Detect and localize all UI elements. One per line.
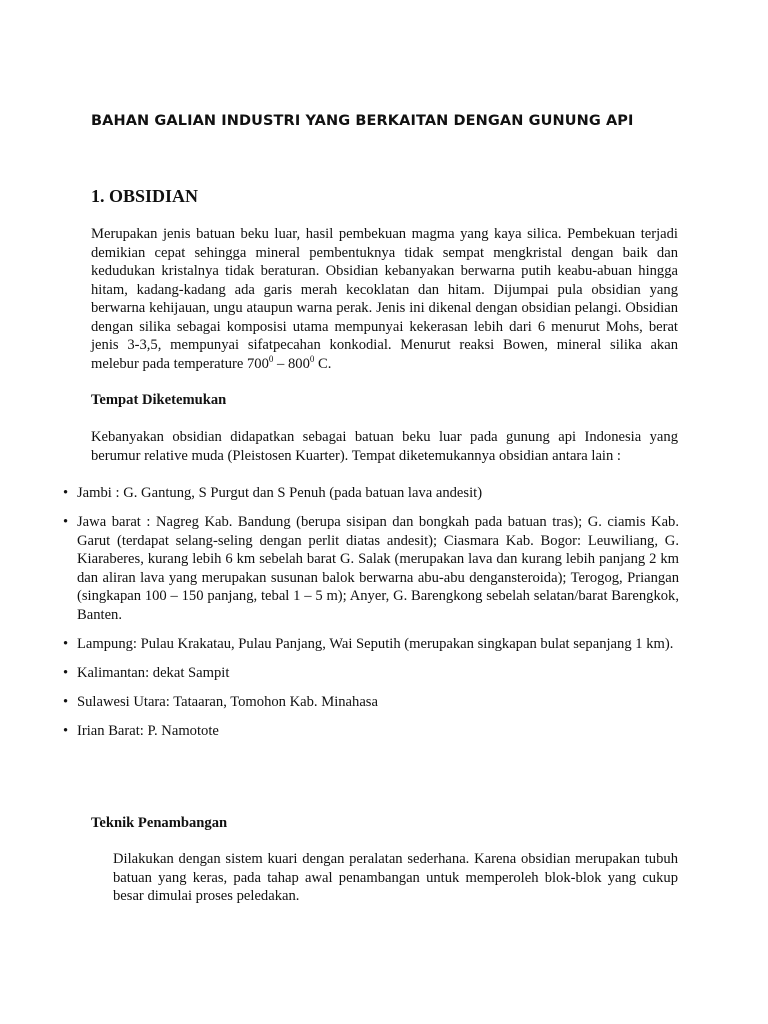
list-item-text: Jawa barat : Nagreg Kab. Bandung (berupa sisipan dan bongkah pada batuan tras); G. ciamis Kab. Garut (terdapat selang-seling dengan perlit diatas andesit); Ciasmara Kab. Bogor: Leuwiliang, G. Kiaraberes, kurang lebih 6 km sebelah barat G. Salak (merupakan lava dan kurang lebih panjang 2 km dan aliran lava yang merupakan susunan balok berwarna abu-abu dengansteroida); Terogog, Priangan (singkapan 100 – 150 panjang, tebal 1 – 5 m); Anyer, G. Barengkong sebelah selatan/barat Barengkok, Banten. (77, 514, 679, 623)
location-paragraph: Kebanyakan obsidian didapatkan sebagai batuan beku luar pada gunung api Indonesia yang berumur relative muda (Pleistosen Kuarter). Tempat diketemukannya obsidian antara lain : (91, 429, 678, 464)
bullet-icon: • (63, 635, 69, 652)
location-list (63, 484, 679, 751)
list-item (63, 484, 679, 503)
bullet-icon: • (63, 664, 69, 681)
list-item (63, 722, 679, 741)
subheading-location: Tempat Diketemukan (91, 392, 227, 408)
superscript-degree: 0 (309, 353, 315, 364)
subheading-mining: Teknik Penambangan (91, 815, 228, 831)
list-item-text: Irian Barat: P. Namotote (77, 722, 219, 739)
list-item-text: Kalimantan: dekat Sampit (77, 664, 230, 681)
section-title: 1. OBSIDIAN (91, 186, 199, 206)
list-item-text: Jambi : G. Gantung, S Purgut dan S Penuh (pada batuan lava andesit) (77, 485, 483, 501)
mining-paragraph: Dilakukan dengan sistem kuari dengan peralatan sederhana. Karena obsidian merupakan tubuh batuan yang keras, pada tahap awal penambangan untuk memperoleh blok-blok yang cukup besar dimulai proses peledakan. (113, 851, 678, 904)
list-item (63, 635, 679, 654)
intro-text: Merupakan jenis batuan beku luar, hasil pembekuan magma yang kaya silica. Pembekuan terjadi demikian cepat sehingga mineral pembentuknya tidak sempat mengkristal dengan baik dan kedudukan kristalnya tidak beraturan. Obsidian kebanyakan berwarna putih keabu-abuan hingga hitam, kadang-kadang ada garis merah kecoklatan dan hitam. Dijumpai pula obsidian yang berwarna kehijauan, ungu ataupun warna perak. Jenis ini dikenal dengan obsidian pelangi. Obsidian dengan silika sebagai komposisi utama mempunyai kekerasan lebih dari 6 menurut Mohs, berat jenis 3-3,5, mempunyai sifatpecahan konkodial. Menurut reaksi Bowen, mineral silika akan melebur pada temperature 700 (91, 226, 678, 372)
intro-paragraph (91, 225, 678, 373)
list-item (63, 693, 679, 712)
list-item-text: Sulawesi Utara: Tataaran, Tomohon Kab. Minahasa (77, 693, 378, 710)
bullet-icon: • (63, 693, 69, 710)
list-item (63, 513, 679, 624)
list-item-text: Lampung: Pulau Krakatau, Pulau Panjang, Wai Seputih (merupakan singkapan bulat sepanjang 1 km). (77, 635, 674, 652)
bullet-icon: • (63, 514, 69, 530)
bullet-icon: • (63, 485, 69, 501)
list-item (63, 664, 679, 683)
intro-text-end: C. (314, 355, 332, 372)
superscript-degree: 0 (268, 353, 274, 364)
bullet-icon: • (63, 722, 69, 739)
intro-text-mid: – 800 (273, 355, 310, 372)
document-title: BAHAN GALIAN INDUSTRI YANG BERKAITAN DENGAN GUNUNG API (91, 113, 634, 129)
